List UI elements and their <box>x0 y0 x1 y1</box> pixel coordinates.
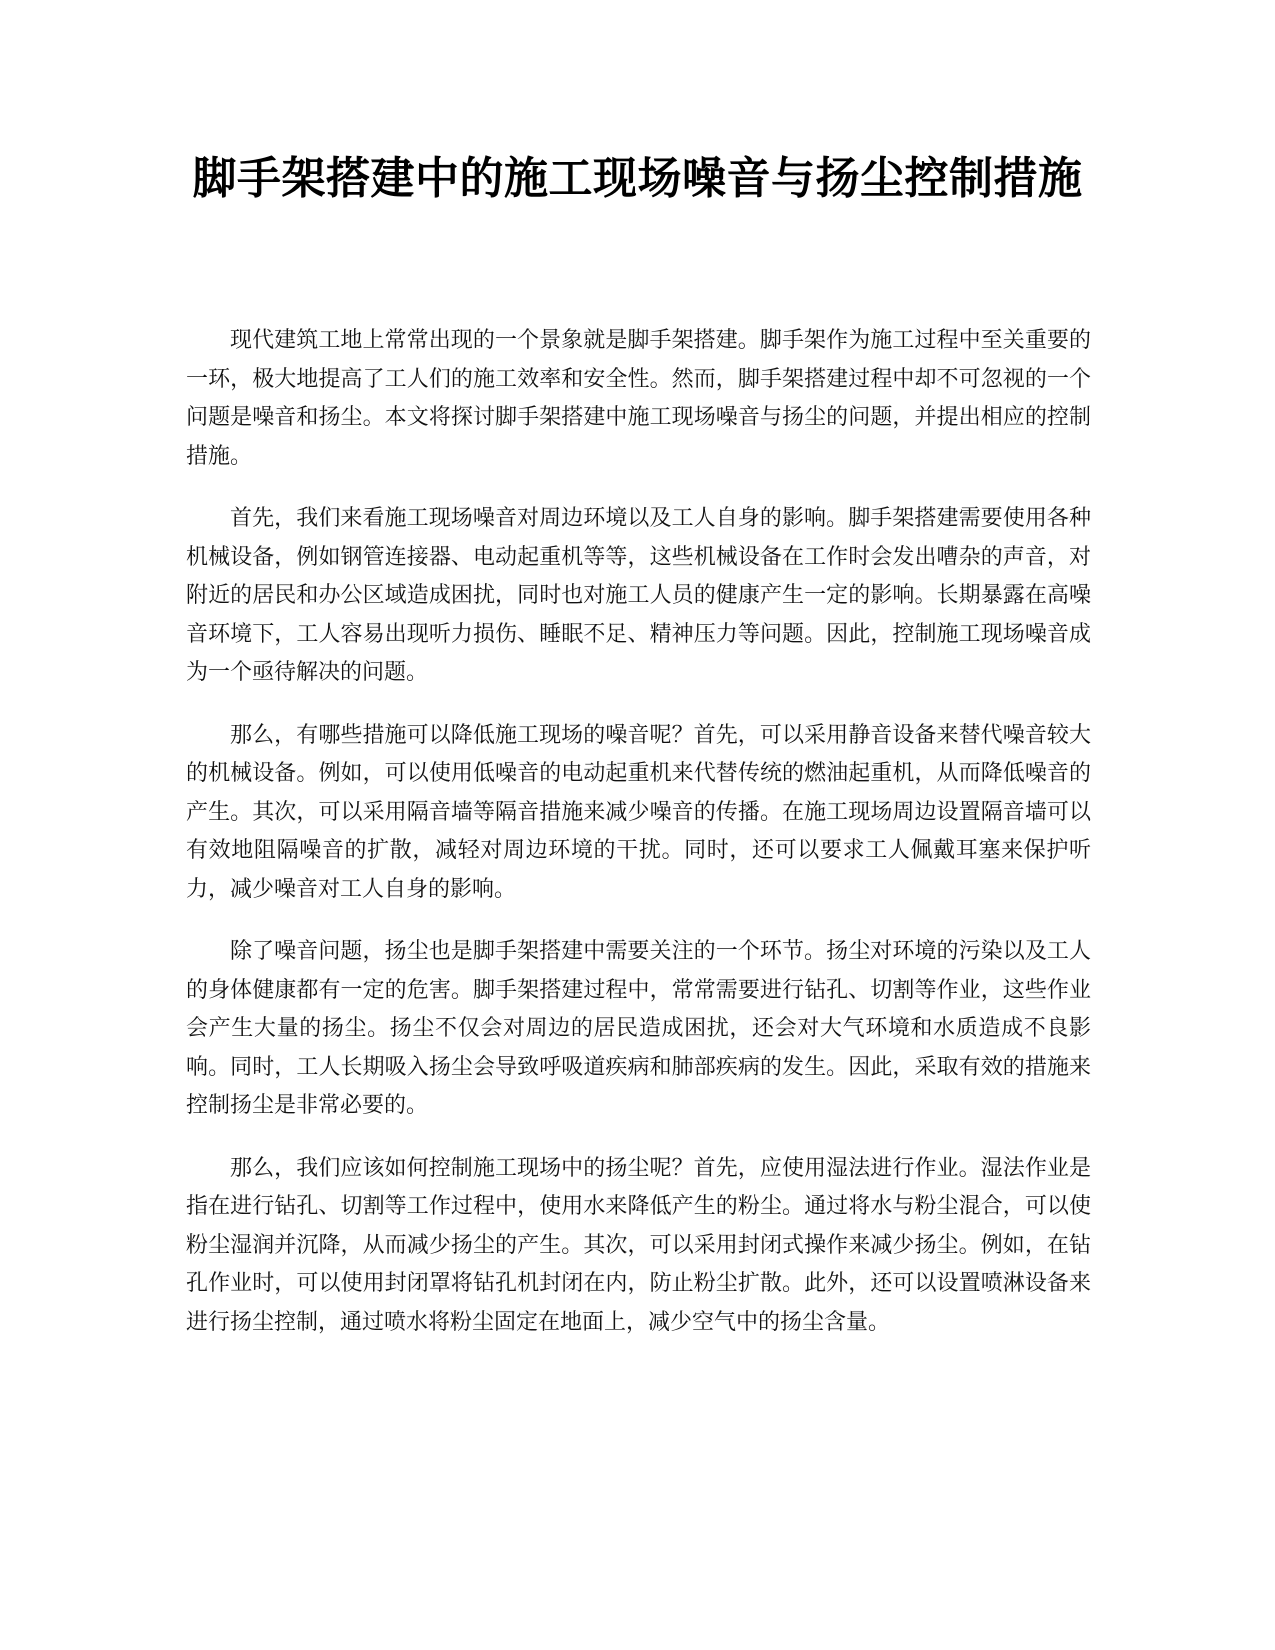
document-body <box>186 322 1091 1366</box>
paragraph: 首先，我们来看施工现场噪音对周边环境以及工人自身的影响。脚手架搭建需要使用各种机械设备，例如钢管连接器、电动起重机等等，这些机械设备在工作时会发出嘈杂的声音，对附近的居民和办公区域造成困扰，同时也对施工人员的健康产生一定的影响。长期暴露在高噪音环境下，工人容易出现听力损伤、睡眠不足、精神压力等问题。因此，控制施工现场噪音成为一个亟待解决的问题。 <box>186 506 1091 685</box>
paragraph: 除了噪音问题，扬尘也是脚手架搭建中需要关注的一个环节。扬尘对环境的污染以及工人的身体健康都有一定的危害。脚手架搭建过程中，常常需要进行钻孔、切割等作业，这些作业会产生大量的扬尘。扬尘不仅会对周边的居民造成困扰，还会对大气环境和水质造成不良影响。同时，工人长期吸入扬尘会导致呼吸道疾病和肺部疾病的发生。因此，采取有效的措施来控制扬尘是非常必要的。 <box>186 939 1091 1118</box>
paragraph: 那么，我们应该如何控制施工现场中的扬尘呢？首先，应使用湿法进行作业。湿法作业是指在进行钻孔、切割等工作过程中，使用水来降低产生的粉尘。通过将水与粉尘混合，可以使粉尘湿润并沉降，从而减少扬尘的产生。其次，可以采用封闭式操作来减少扬尘。例如，在钻孔作业时，可以使用封闭罩将钻孔机封闭在内，防止粉尘扩散。此外，还可以设置喷淋设备来进行扬尘控制，通过喷水将粉尘固定在地面上，减少空气中的扬尘含量。 <box>186 1155 1091 1335</box>
paragraph: 现代建筑工地上常常出现的一个景象就是脚手架搭建。脚手架作为施工过程中至关重要的一环，极大地提高了工人们的施工效率和安全性。然而，脚手架搭建过程中却不可忽视的一个问题是噪音和扬尘。本文将探讨脚手架搭建中施工现场噪音与扬尘的问题，并提出相应的控制措施。 <box>186 328 1091 469</box>
paragraph: 那么，有哪些措施可以降低施工现场的噪音呢？首先，可以采用静音设备来替代噪音较大的机械设备。例如，可以使用低噪音的电动起重机来代替传统的燃油起重机，从而降低噪音的产生。其次，可以采用隔音墙等隔音措施来减少噪音的传播。在施工现场周边设置隔音墙可以有效地阻隔噪音的扩散，减轻对周边环境的干扰。同时，还可以要求工人佩戴耳塞来保护听力，减少噪音对工人自身的影响。 <box>186 722 1091 902</box>
document-title: 脚手架搭建中的施工现场噪音与扬尘控制措施 <box>192 153 1083 204</box>
